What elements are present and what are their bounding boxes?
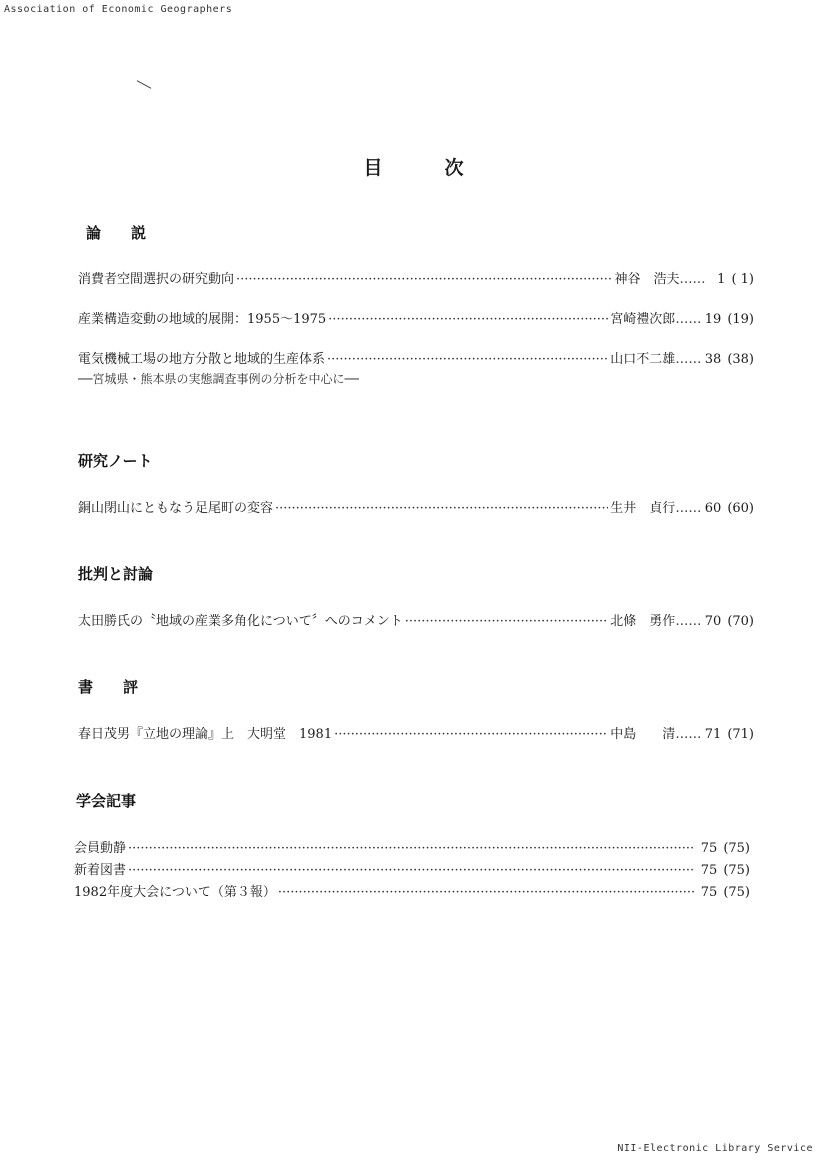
- section-heading: 書評: [78, 678, 169, 696]
- entry-title: 銅山閉山にともなう足尾町の変容: [78, 501, 274, 516]
- toc-entry[interactable]: [78, 610, 754, 629]
- section-heading: 論説: [86, 224, 177, 242]
- entry-page: 1: [717, 272, 726, 287]
- leader-dots: [334, 727, 608, 742]
- entry-page: 70: [704, 614, 722, 629]
- leader-dots: [128, 841, 695, 856]
- entry-page: 60: [704, 501, 722, 516]
- entry-page: 75: [700, 863, 718, 878]
- page-title: 目次: [363, 157, 526, 179]
- entry-author: 生井 貞行: [610, 501, 676, 516]
- footer-service: NII-Electronic Library Service: [617, 1143, 813, 1154]
- leader-dots: [405, 614, 609, 629]
- entry-original-page: (75): [723, 841, 750, 856]
- entry-title: 太田勝氏の〝地域の産業多角化について〞へのコメント: [78, 614, 403, 629]
- entry-page: 71: [704, 727, 722, 742]
- leader-dots: [275, 501, 608, 516]
- toc-entry[interactable]: [78, 268, 754, 287]
- entry-original-page: (75): [723, 885, 750, 900]
- toc-entry[interactable]: [78, 308, 754, 327]
- toc-entry[interactable]: [78, 348, 754, 367]
- entry-author: 山口不二雄: [610, 352, 676, 367]
- entry-title: 電気機械工場の地方分散と地域的生産体系: [78, 352, 326, 367]
- entry-author: 宮崎禮次郎: [610, 312, 676, 327]
- entry-author: 神谷 浩夫: [614, 272, 680, 287]
- entry-original-page: (75): [723, 863, 750, 878]
- stray-mark: [137, 80, 152, 88]
- section-book-review: [78, 676, 754, 742]
- section-heading: 研究ノート: [78, 452, 153, 470]
- entry-title: 1982年度大会について（第３報）: [74, 885, 276, 900]
- leader-dots: [278, 885, 695, 900]
- entry-author: 北條 勇作: [610, 614, 676, 629]
- entry-original-page: (60): [727, 501, 754, 516]
- author-leader: ……: [675, 352, 702, 367]
- entry-title: 産業構造変動の地域的展開：1955〜1975: [78, 312, 327, 327]
- section-heading: 学会記事: [76, 792, 137, 810]
- author-leader: ……: [675, 727, 702, 742]
- leader-dots: [236, 272, 612, 287]
- header-organization: Association of Economic Geographers: [4, 4, 233, 15]
- entry-page: 75: [700, 885, 718, 900]
- entry-original-page: (38): [727, 352, 754, 367]
- toc-entry[interactable]: [78, 497, 754, 516]
- author-leader: ……: [679, 272, 706, 287]
- author-leader: ……: [675, 614, 702, 629]
- entry-title: 春日茂男『立地の理論』上 大明堂 1981: [78, 727, 333, 742]
- entry-title: 新着図書: [74, 863, 127, 878]
- entry-title: 会員動静: [74, 841, 127, 856]
- section-research-note: [78, 450, 754, 516]
- entry-page: 38: [704, 352, 722, 367]
- toc-entry[interactable]: [74, 881, 750, 900]
- entry-page: 19: [704, 312, 722, 327]
- entry-original-page: (70): [727, 614, 754, 629]
- leader-dots: [328, 312, 608, 327]
- leader-dots: [327, 352, 608, 367]
- leader-dots: [128, 863, 695, 878]
- entry-subtitle: ──宮城県・熊本県の実態調査事例の分析を中心に──: [78, 372, 359, 386]
- entry-original-page: ( 1): [731, 272, 754, 287]
- entry-original-page: (71): [727, 727, 754, 742]
- entry-author: 中島 清: [610, 727, 676, 742]
- section-society-news: [74, 790, 750, 900]
- entry-original-page: (19): [727, 312, 754, 327]
- entry-page: 75: [700, 841, 718, 856]
- section-ronsetsu: [78, 222, 754, 387]
- section-critique: [78, 563, 754, 629]
- author-leader: ……: [675, 501, 702, 516]
- section-heading: 批判と討論: [78, 565, 154, 583]
- toc-entry[interactable]: [74, 859, 750, 878]
- entry-title: 消費者空間選択の研究動向: [78, 272, 235, 287]
- toc-entry[interactable]: [78, 723, 754, 742]
- author-leader: ……: [675, 312, 702, 327]
- toc-entry[interactable]: [74, 837, 750, 856]
